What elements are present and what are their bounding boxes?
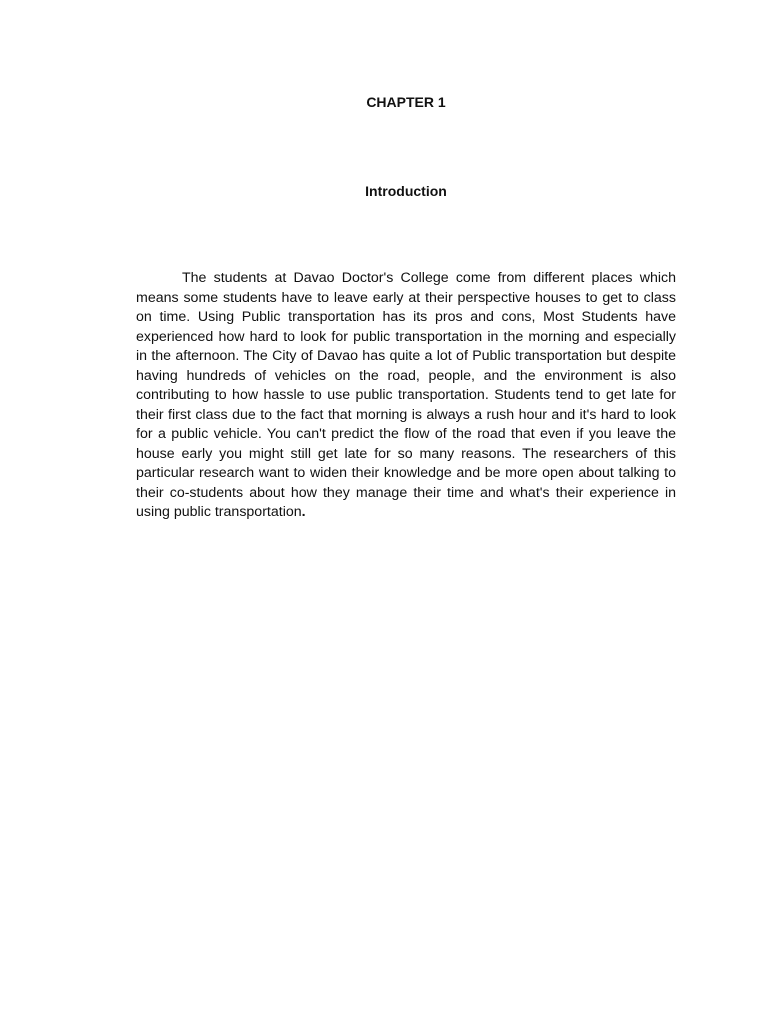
chapter-heading: CHAPTER 1 — [366, 94, 446, 110]
section-title: Introduction — [365, 183, 447, 199]
introduction-paragraph — [136, 269, 676, 523]
paragraph-period: . — [301, 504, 306, 520]
paragraph-text: The students at Davao Doctor's College come from different places which means some students have to leave early at their perspective houses to get to class on time. Using Public transportation has its pros and cons, Most Students have experienced how hard to look for public transportation in the morning and especially in the afternoon. The City of Davao has quite a lot of Public transportation but despite having hundreds of vehicles on the road, people, and the environment is also contributing to how hassle to use public transportation. Students tend to get late for their first class due to the fact that morning is always a rush hour and it's hard to look for a public vehicle. You can't predict the flow of the road that even if you leave the house early you might still get late for so many reasons. The researchers of this particular research want to widen their knowledge and be more open about talking to their co-students about how they manage their time and what's their experience in using public transportation — [136, 270, 676, 520]
